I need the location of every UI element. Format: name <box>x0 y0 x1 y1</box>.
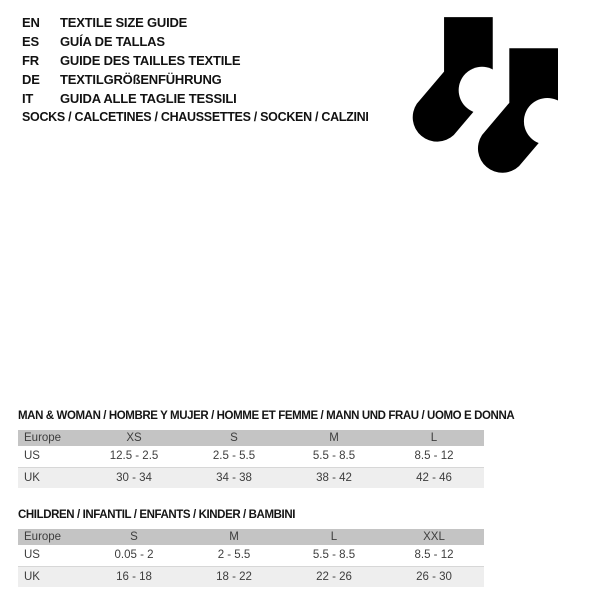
table-row-uk <box>18 467 484 488</box>
column-header-size: L <box>384 430 484 446</box>
size-table-section-adults <box>18 410 515 488</box>
table-cell: 22 - 26 <box>284 566 384 587</box>
row-label: UK <box>18 566 84 587</box>
table-cell: 8.5 - 12 <box>384 446 484 467</box>
language-row-es <box>22 32 240 51</box>
language-code: IT <box>22 91 34 106</box>
language-code: EN <box>22 15 40 30</box>
column-header-size: M <box>184 529 284 545</box>
language-row-it <box>22 89 240 108</box>
column-header-size: L <box>284 529 384 545</box>
column-header-region: Europe <box>18 430 84 446</box>
column-header-size: S <box>84 529 184 545</box>
language-label: TEXTILGRÖßENFÜHRUNG <box>60 72 222 87</box>
row-label: US <box>18 446 84 467</box>
table-cell: 42 - 46 <box>384 467 484 488</box>
table-title-adults: MAN & WOMAN / HOMBRE Y MUJER / HOMME ET FEMME / MANN UND FRAU / UOMO E DONNA <box>18 410 515 422</box>
table-row-us <box>18 545 484 566</box>
table-cell: 5.5 - 8.5 <box>284 446 384 467</box>
table-cell: 18 - 22 <box>184 566 284 587</box>
category-title: SOCKS / CALCETINES / CHAUSSETTES / SOCKEN / CALZINI <box>22 110 369 124</box>
table-cell: 0.05 - 2 <box>84 545 184 566</box>
table-title-children: CHILDREN / INFANTIL / ENFANTS / KINDER / BAMBINI <box>18 509 296 521</box>
column-header-size: XS <box>84 430 184 446</box>
socks-icon <box>409 17 558 175</box>
language-code: ES <box>22 34 39 49</box>
table-row-uk <box>18 566 484 587</box>
row-label: US <box>18 545 84 566</box>
language-label: GUIDE DES TAILLES TEXTILE <box>60 53 241 68</box>
column-header-size: M <box>284 430 384 446</box>
language-label: TEXTILE SIZE GUIDE <box>60 15 188 30</box>
size-table-adults <box>18 430 484 488</box>
size-table-section-children <box>18 509 484 587</box>
table-cell: 26 - 30 <box>384 566 484 587</box>
table-cell: 16 - 18 <box>84 566 184 587</box>
language-code: DE <box>22 72 40 87</box>
column-header-size: S <box>184 430 284 446</box>
table-cell: 34 - 38 <box>184 467 284 488</box>
table-cell: 2.5 - 5.5 <box>184 446 284 467</box>
row-label: UK <box>18 467 84 488</box>
column-header-size: XXL <box>384 529 484 545</box>
table-cell: 5.5 - 8.5 <box>284 545 384 566</box>
table-row-us <box>18 446 484 467</box>
language-label: GUÍA DE TALLAS <box>60 34 165 49</box>
language-list <box>22 13 240 108</box>
table-cell: 38 - 42 <box>284 467 384 488</box>
size-table-children <box>18 529 484 587</box>
column-header-region: Europe <box>18 529 84 545</box>
table-header-row <box>18 529 484 545</box>
language-row-en <box>22 13 240 32</box>
table-cell: 2 - 5.5 <box>184 545 284 566</box>
language-code: FR <box>22 53 39 68</box>
language-row-de <box>22 70 240 89</box>
language-row-fr <box>22 51 240 70</box>
table-cell: 30 - 34 <box>84 467 184 488</box>
table-cell: 12.5 - 2.5 <box>84 446 184 467</box>
table-cell: 8.5 - 12 <box>384 545 484 566</box>
table-header-row <box>18 430 484 446</box>
language-label: GUIDA ALLE TAGLIE TESSILI <box>60 91 237 106</box>
